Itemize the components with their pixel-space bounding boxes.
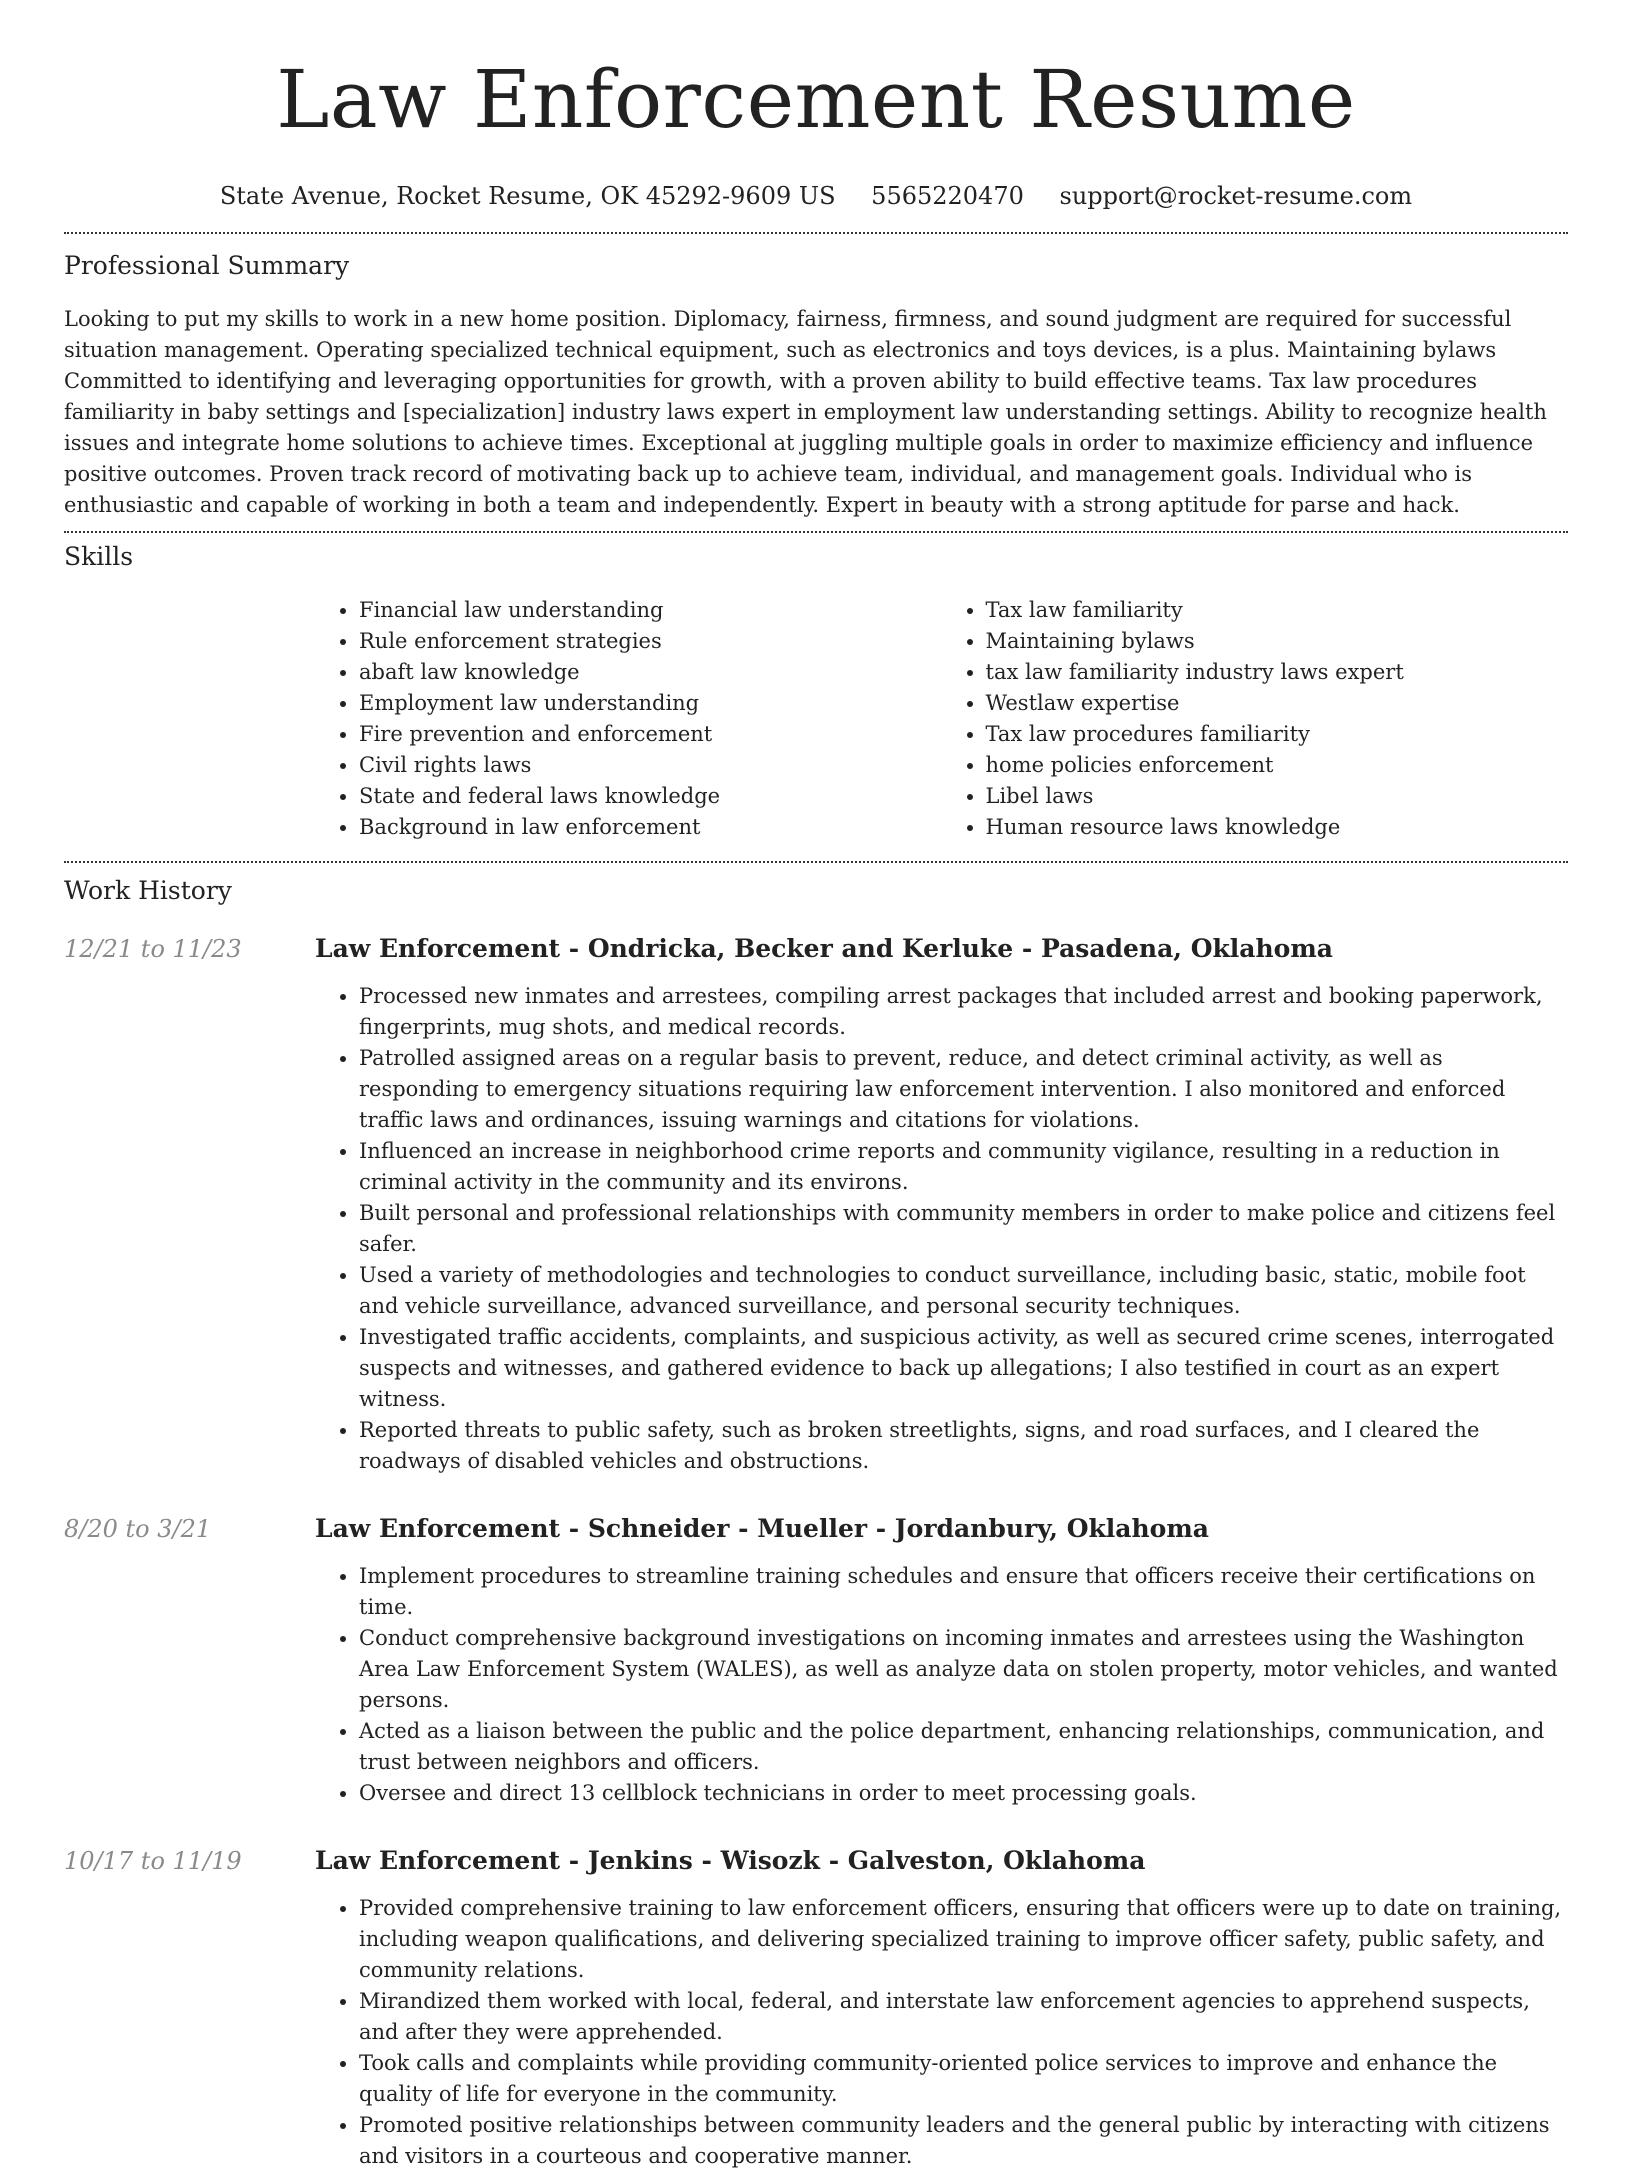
job-body — [315, 1845, 1568, 2172]
skill-item: • Fire prevention and enforcement — [359, 719, 942, 750]
summary-text: Looking to put my skills to work in a new home position. Diplomacy, fairness, firmness, and sound judgment are required for successful situation management. Operating specialized technical equipment, such as electronics and toys devices, is a plus. Maintaining bylaws Committed to identifying and leveraging opportunities for growth, with a proven ability to build effective teams. Tax law procedures familiarity in baby settings and [specialization] industry laws expert in employment law understanding settings. Ability to recognize health issues and integrate home solutions to achieve times. Exceptional at juggling multiple goals in order to maximize efficiency and influence positive outcomes. Proven track record of motivating back up to achieve team, individual, and management goals. Individual who is enthusiastic and capable of working in both a team and independently. Expert in beauty with a strong aptitude for parse and hack. — [64, 307, 1547, 517]
job-bullet: • Used a variety of methodologies and technologies to conduct surveillance, including basic, static, mobile foot and vehicle surveillance, advanced surveillance, and personal security techniques. — [359, 1260, 1568, 1322]
skills-section — [64, 533, 1568, 843]
skill-item: • tax law familiarity industry laws expert — [986, 657, 1569, 688]
contact-address: State Avenue, Rocket Resume, OK 45292-9609 US — [219, 182, 836, 210]
job-entry — [64, 1513, 1568, 1809]
job-title: Law Enforcement - Jenkins - Wisozk - Galveston, Oklahoma — [315, 1846, 1146, 1875]
job-bullet: • Influenced an increase in neighborhood crime reports and community vigilance, resulting in a reduction in criminal activity in the community and its environs. — [359, 1136, 1568, 1198]
job-bullet: • Acted as a liaison between the public and the police department, enhancing relationships, communication, and trust between neighbors and officers. — [359, 1716, 1568, 1778]
job-bullets — [315, 981, 1568, 1477]
contact-line — [64, 180, 1568, 212]
skill-item: • Tax law procedures familiarity — [986, 719, 1569, 750]
skill-item: • Rule enforcement strategies — [359, 626, 942, 657]
skill-item: • State and federal laws knowledge — [359, 781, 942, 812]
skill-item: • Maintaining bylaws — [986, 626, 1569, 657]
skill-item: • Employment law understanding — [359, 688, 942, 719]
skills-column-left — [315, 595, 942, 843]
job-bullet: • Promoted positive relationships between community leaders and the general public by interacting with citizens and visitors in a courteous and cooperative manner. — [359, 2110, 1568, 2172]
skill-item: • Libel laws — [986, 781, 1569, 812]
job-body — [315, 1513, 1568, 1809]
job-bullet: • Implement procedures to streamline training schedules and ensure that officers receive their certifications on time. — [359, 1561, 1568, 1623]
skill-item: • Background in law enforcement — [359, 812, 942, 843]
job-title: Law Enforcement - Ondricka, Becker and Kerluke - Pasadena, Oklahoma — [315, 934, 1334, 963]
job-bullet: • Investigated traffic accidents, complaints, and suspicious activity, as well as secured crime scenes, interrogated suspects and witnesses, and gathered evidence to back up allegations; I also testified in court as an expert witness. — [359, 1322, 1568, 1415]
job-title: Law Enforcement - Schneider - Mueller - Jordanbury, Oklahoma — [315, 1514, 1210, 1543]
job-bullet: • Reported threats to public safety, such as broken streetlights, signs, and road surfaces, and I cleared the roadways of disabled vehicles and obstructions. — [359, 1415, 1568, 1477]
skill-item: • home policies enforcement — [986, 750, 1569, 781]
skill-item: • Financial law understanding — [359, 595, 942, 626]
job-entry — [64, 933, 1568, 1477]
job-dates: 12/21 to 11/23 — [64, 935, 242, 963]
contact-phone: 5565220470 — [871, 182, 1024, 210]
skill-item: • Human resource laws knowledge — [986, 812, 1569, 843]
job-bullet: • Patrolled assigned areas on a regular basis to prevent, reduce, and detect criminal activity, as well as responding to emergency situations requiring law enforcement intervention. I also monitored and enforced traffic laws and ordinances, issuing warnings and citations for violations. — [359, 1043, 1568, 1136]
job-body — [315, 933, 1568, 1477]
job-entry — [64, 1845, 1568, 2172]
skills-heading: Skills — [64, 542, 134, 571]
skills-column-right — [942, 595, 1569, 843]
resume-title: Law Enforcement Resume — [276, 53, 1356, 146]
skill-item: • abaft law knowledge — [359, 657, 942, 688]
skill-item: • Westlaw expertise — [986, 688, 1569, 719]
job-bullet: • Oversee and direct 13 cellblock technicians in order to meet processing goals. — [359, 1778, 1568, 1809]
job-bullet: • Processed new inmates and arrestees, compiling arrest packages that included arrest and booking paperwork, fingerprints, mug shots, and medical records. — [359, 981, 1568, 1043]
contact-email: support@rocket-resume.com — [1059, 182, 1413, 210]
job-bullets — [315, 1893, 1568, 2172]
work-history-heading: Work History — [64, 876, 232, 905]
job-bullet: • Built personal and professional relationships with community members in order to make police and citizens feel safer. — [359, 1198, 1568, 1260]
job-bullet: • Provided comprehensive training to law enforcement officers, ensuring that officers were up to date on training, including weapon qualifications, and delivering specialized training to improve officer safety, public safety, and community relations. — [359, 1893, 1568, 1986]
job-bullet: • Conduct comprehensive background investigations on incoming inmates and arrestees using the Washington Area Law Enforcement System (WALES), as well as analyze data on stolen property, motor vehicles, and wanted persons. — [359, 1623, 1568, 1716]
skill-item: • Civil rights laws — [359, 750, 942, 781]
job-dates: 8/20 to 3/21 — [64, 1515, 212, 1543]
skill-item: • Tax law familiarity — [986, 595, 1569, 626]
job-bullet: • Took calls and complaints while providing community-oriented police services to improve and enhance the quality of life for everyone in the community. — [359, 2048, 1568, 2110]
resume-page — [64, 0, 1568, 2172]
work-history-section — [64, 863, 1568, 2172]
skills-list — [315, 595, 1568, 843]
summary-heading: Professional Summary — [64, 251, 350, 280]
job-bullets — [315, 1561, 1568, 1809]
job-dates: 10/17 to 11/19 — [64, 1847, 242, 1875]
summary-section — [64, 234, 1568, 521]
job-bullet: • Mirandized them worked with local, federal, and interstate law enforcement agencies to apprehend suspects, and after they were apprehended. — [359, 1986, 1568, 2048]
